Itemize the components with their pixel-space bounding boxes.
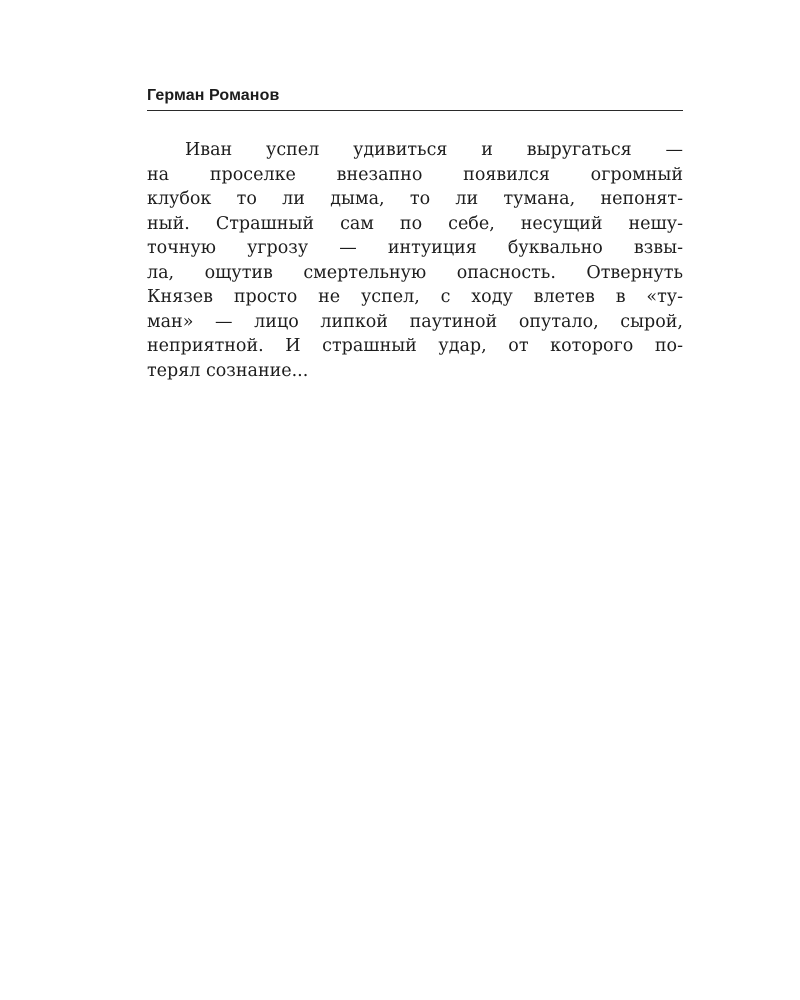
text-line: терял сознание... — [147, 360, 309, 381]
body-text — [147, 138, 683, 383]
author-name: Герман Романов — [147, 87, 280, 104]
text-line: ман» — лицо липкой паутиной опутало, сырой, — [147, 311, 683, 332]
text-line: точную угрозу — интуиция буквально взвы- — [147, 238, 683, 258]
text-line: клубок то ли дыма, то ли тумана, непонят- — [147, 189, 683, 209]
text-line: ла, ощутив смертельную опасность. Отвернуть — [147, 262, 683, 283]
text-line: неприятной. И страшный удар, от которого по- — [147, 336, 683, 356]
text-line: Иван успел удивиться и выругаться — — [185, 140, 683, 160]
text-line: ный. Страшный сам по себе, несущий нешу- — [147, 213, 683, 234]
text-line: Князев просто не успел, с ходу влетев в «ту- — [147, 287, 683, 307]
text-line: на проселке внезапно появился огромный — [147, 164, 683, 185]
running-header — [147, 86, 683, 111]
